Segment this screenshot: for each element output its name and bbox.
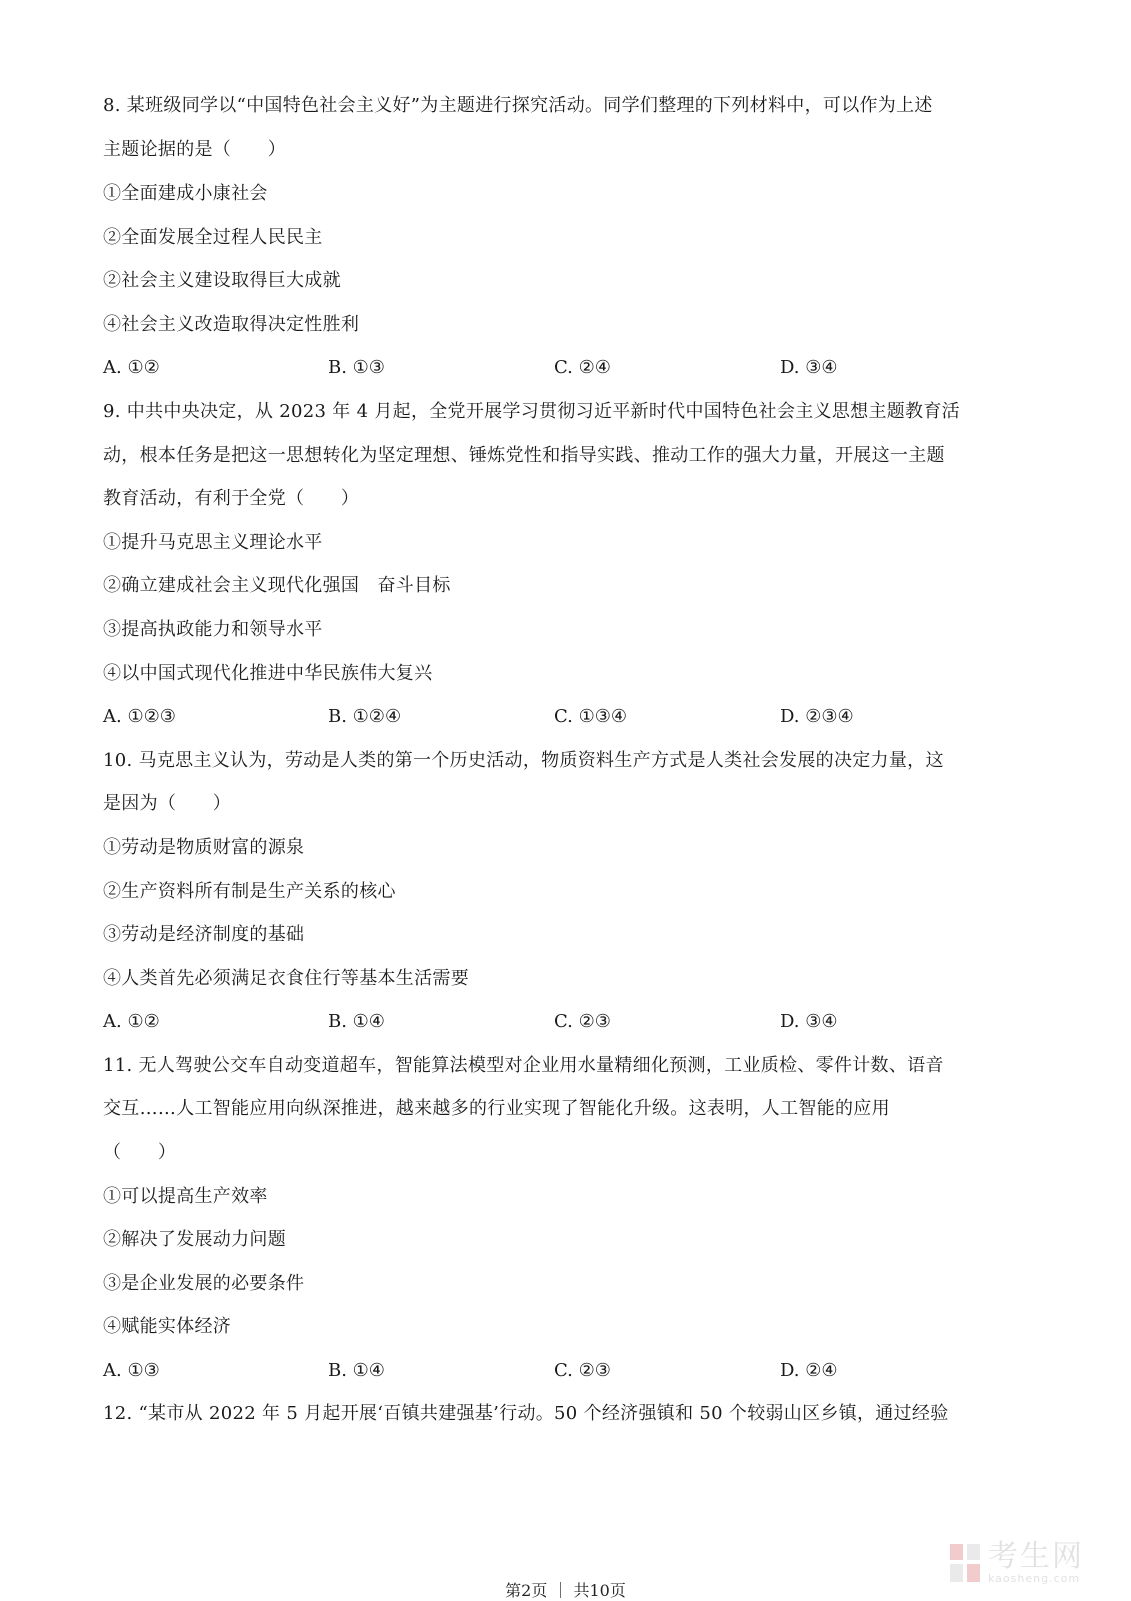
- kaosheng-logo-cn: 考生网: [988, 1539, 1084, 1574]
- q9-options: [103, 705, 1003, 729]
- q12-stem-line-1: 12. “某市从 2022 年 5 月起开展‘百镇共建强基’行动。50 个经济强镇和 50 个较弱山区乡镇，通过经验: [103, 1403, 949, 1424]
- q8-option-d[interactable]: D. ③④: [780, 357, 838, 378]
- q10-stem-line-1: 10. 马克思主义认为，劳动是人类的第一个历史活动，物质资料生产方式是人类社会发展的决定力量，这: [103, 750, 944, 771]
- q9-stem-line-1: 9. 中共中央决定，从 2023 年 4 月起，全党开展学习贯彻习近平新时代中国特色社会主义思想主题教育活: [103, 401, 960, 422]
- q10-option-c[interactable]: C. ②③: [554, 1011, 611, 1032]
- q10-option-d[interactable]: D. ③④: [780, 1011, 838, 1032]
- page-footer: 第2页 ｜ 共10页: [505, 1581, 626, 1600]
- q9-stem-line-2: 动，根本任务是把这一思想转化为坚定理想、锤炼党性和指导实践、推动工作的强大力量，开展这一主题: [103, 445, 945, 466]
- kaosheng-logo-en: kaosheng.com: [988, 1572, 1081, 1585]
- q11-item-3: ③是企业发展的必要条件: [103, 1273, 305, 1294]
- q8-item-2: ②全面发展全过程人民民主: [103, 227, 323, 248]
- q8-item-1: ①全面建成小康社会: [103, 183, 268, 204]
- q9-option-b[interactable]: B. ①②④: [328, 706, 402, 727]
- q9-option-d[interactable]: D. ②③④: [780, 706, 854, 727]
- kaosheng-logo-text: [988, 1541, 1084, 1585]
- q9-item-4: ④以中国式现代化推进中华民族伟大复兴: [103, 663, 433, 684]
- q8-item-3: ②社会主义建设取得巨大成就: [103, 270, 341, 291]
- q11-stem-line-2: 交互……人工智能应用向纵深推进，越来越多的行业实现了智能化升级。这表明，人工智能的应用: [103, 1098, 890, 1119]
- q10-option-a[interactable]: A. ①②: [103, 1011, 160, 1032]
- q10-item-2: ②生产资料所有制是生产关系的核心: [103, 881, 396, 902]
- q11-option-d[interactable]: D. ②④: [780, 1360, 838, 1381]
- q8-stem-line-2: 主题论据的是（ ）: [103, 139, 286, 160]
- q8-options: [103, 356, 1003, 380]
- q11-stem-line-1: 11. 无人驾驶公交车自动变道超车，智能算法模型对企业用水量精细化预测，工业质检、零件计数、语音: [103, 1055, 944, 1076]
- q8-option-c[interactable]: C. ②④: [554, 357, 611, 378]
- q11-options: [103, 1359, 1003, 1383]
- q8-item-4: ④社会主义改造取得决定性胜利: [103, 314, 360, 335]
- q10-item-3: ③劳动是经济制度的基础: [103, 924, 305, 945]
- q10-option-b[interactable]: B. ①④: [328, 1011, 385, 1032]
- q9-option-a[interactable]: A. ①②③: [103, 706, 176, 727]
- q10-item-1: ①劳动是物质财富的源泉: [103, 837, 305, 858]
- q11-item-4: ④赋能实体经济: [103, 1316, 232, 1337]
- q11-item-2: ②解决了发展动力问题: [103, 1229, 286, 1250]
- q8-option-b[interactable]: B. ①③: [328, 357, 385, 378]
- q9-stem-line-3: 教育活动，有利于全党（ ）: [103, 488, 360, 509]
- q11-stem-line-3: （ ）: [103, 1142, 177, 1163]
- q11-option-c[interactable]: C. ②③: [554, 1360, 611, 1381]
- q9-item-2: ②确立建成社会主义现代化强国 奋斗目标: [103, 575, 451, 596]
- q9-option-c[interactable]: C. ①③④: [554, 706, 627, 727]
- q10-options: [103, 1010, 1003, 1034]
- q9-item-3: ③提高执政能力和领导水平: [103, 619, 323, 640]
- q11-item-1: ①可以提高生产效率: [103, 1186, 268, 1207]
- q11-option-a[interactable]: A. ①③: [103, 1360, 160, 1381]
- q8-option-a[interactable]: A. ①②: [103, 357, 160, 378]
- q9-item-1: ①提升马克思主义理论水平: [103, 532, 323, 553]
- kaosheng-logo-icon: [948, 1540, 982, 1586]
- q8-stem-line-1: 8. 某班级同学以“中国特色社会主义好”为主题进行探究活动。同学们整理的下列材料中，可以作为上述: [103, 95, 933, 116]
- q10-stem-line-2: 是因为（ ）: [103, 793, 232, 814]
- q11-option-b[interactable]: B. ①④: [328, 1360, 385, 1381]
- q10-item-4: ④人类首先必须满足衣食住行等基本生活需要: [103, 968, 469, 989]
